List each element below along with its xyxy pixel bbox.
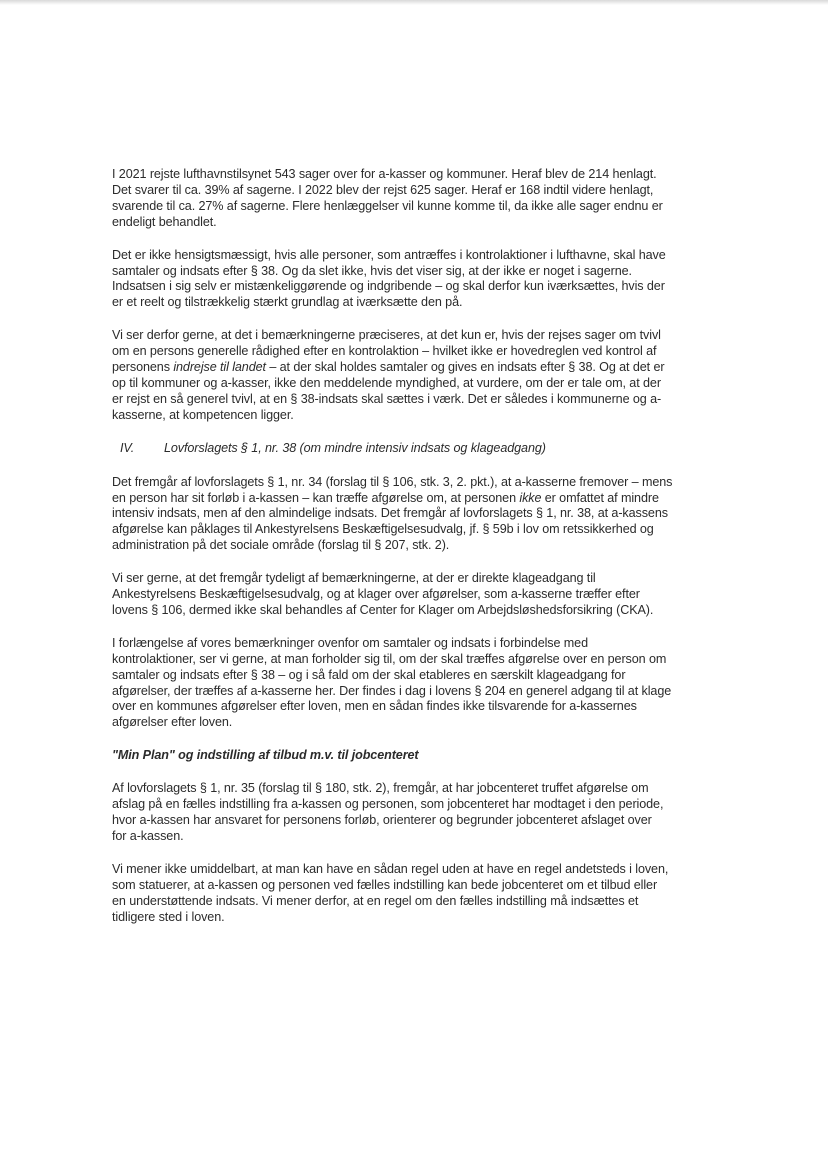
paragraph-joint-recommendation — [112, 781, 712, 845]
text-line: Indsatsen i sig selv er mistænkeliggørende og indgribende – og skal derfor kun iværksættes, hvis der — [112, 279, 665, 294]
text-line: kasserne, at kompetencen ligger. — [112, 407, 294, 422]
text-line: op til kommuner og a-kasser, ikke den meddelende myndighed, at vurdere, om der er tale om, at der — [112, 375, 661, 390]
text-fragment: personens — [112, 360, 174, 375]
text-line — [112, 360, 712, 376]
text-line: afgørelser, der træffes af a-kasserne her. Der findes i dag i lovens § 204 en generel adgang til at klage — [112, 683, 672, 698]
text-line: om en persons generelle rådighed efter en kontrolaktion – hvilket ikke er hovedreglen ved kontrol af — [112, 344, 657, 359]
text-fragment: en person har sit forløb i a-kassen – kan træffe afgørelse om, at personen — [112, 490, 520, 505]
text-line: lovens § 106, dermed ikke skal behandles af Center for Klager om Arbejdsløshedsforsikring (CKA). — [112, 602, 654, 617]
text-line: Det fremgår af lovforslagets § 1, nr. 34 (forslag til § 106, stk. 3, 2. pkt.), at a-kasserne fremover – mens — [112, 474, 673, 489]
text-line: tidligere sted i loven. — [112, 909, 225, 924]
text-line: svarende til ca. 27% af sagerne. Flere henlæggelser vil kunne komme til, da ikke alle sager endnu er — [112, 198, 663, 213]
text-line: Det er ikke hensigtsmæssigt, hvis alle personer, som antræffes i kontrolaktioner i lufthavne, skal have — [112, 247, 666, 262]
paragraph-not-appropriate — [112, 248, 712, 312]
text-fragment: – at der skal holdes samtaler og gives en indsats efter § 38. Og at det er — [265, 360, 665, 375]
text-line: hvor a-kassen har ansvaret for personens forløb, orienterer og begrunder jobcenteret afslaget over — [112, 813, 652, 827]
text-line: afgørelser efter loven. — [112, 715, 233, 730]
paragraph-direct-complaint-access — [112, 571, 712, 619]
text-line: samtaler og indsats efter § 38. Og da slet ikke, hvis det viser sig, at der ikke er noget i sagerne. — [112, 263, 632, 278]
text-line: Vi mener ikke umiddelbart, at man kan have en sådan regel uden at have en regel andetsteds i loven, — [112, 861, 669, 876]
scan-top-edge — [0, 0, 828, 5]
text-fragment: er omfattet af mindre — [541, 490, 659, 505]
text-line: Det svarer til ca. 39% af sagerne. I 2022 blev der rejst 625 sager. Heraf er 168 indtil videre henlagt, — [112, 182, 654, 197]
paragraph-rule-placement — [112, 862, 712, 926]
text-line: I 2021 rejste lufthavnstilsynet 543 sager over for a-kasser og kommuner. Heraf blev de 214 henlagt. — [112, 167, 657, 181]
text-line: afslag på en fælles indstilling fra a-kassen og personen, som jobcenteret har modtaget i den periode, — [112, 797, 664, 812]
text-line: intensiv indsats, men af den almindelige indsats. Det fremgår af lovforslagets § 1, nr. 38, at a-kassens — [112, 506, 668, 521]
section-title: Lovforslagets § 1, nr. 38 (om mindre intensiv indsats og klageadgang) — [164, 440, 546, 455]
text-line: Vi ser gerne, at det fremgår tydeligt af bemærkningerne, at der er direkte klageadgang til — [112, 571, 596, 586]
text-line: en understøttende indsats. Vi mener derfor, at en regel om den fælles indstilling må indsættes et — [112, 893, 639, 908]
emphasis-text: ikke — [519, 490, 542, 505]
text-line: Ankestyrelsens Beskæftigelsesudvalg, og at klager over afgørelser, som a-kasserne træffer efter — [112, 587, 640, 602]
text-line: administration på det sociale område (forslag til § 207, stk. 2). — [112, 538, 450, 553]
text-line: afgørelse kan påklages til Ankestyrelsens Beskæftigelsesudvalg, jf. § 59b i lov om retssikkerhed og — [112, 522, 654, 537]
text-line: endeligt behandlet. — [112, 214, 217, 229]
text-line: kontrolaktioner, ser vi gerne, at man forholder sig til, om der skal træffes afgørelse over en person om — [112, 651, 667, 666]
text-line: samtaler og indsats efter § 38 – og i så fald om der skal etableres en særskilt klageadgang for — [112, 667, 626, 682]
text-line: I forlængelse af vores bemærkninger ovenfor om samtaler og indsats i forbindelse med — [112, 635, 588, 650]
text-line: som statuerer, at a-kassen og personen ved fælles indstilling kan bede jobcenteret om et tilbud eller — [112, 877, 658, 892]
text-line: for a-kassen. — [112, 828, 184, 843]
paragraph-clarification-request — [112, 328, 712, 423]
paragraph-airport-statistics — [112, 167, 712, 231]
text-line: Vi ser derfor gerne, at det i bemærkningerne præciseres, at det kun er, hvis der rejses sager om tvivl — [112, 328, 661, 343]
document-page — [112, 167, 712, 942]
paragraph-less-intensive-effort — [112, 475, 712, 555]
emphasis-text: indrejse til landet — [173, 360, 266, 375]
text-line: Af lovforslagets § 1, nr. 35 (forslag til § 180, stk. 2), fremgår, at har jobcenteret truffet afgørelse om — [112, 781, 649, 796]
text-line — [112, 491, 712, 507]
text-line: er rejst en så generel tvivl, at en § 38-indsats skal sættes i værk. Det er således i kommunerne og a- — [112, 391, 662, 406]
text-line: er et reelt og tilstrækkelig stærkt grundlag at iværksætte den på. — [112, 295, 463, 310]
text-line: over en kommunes afgørelser efter loven, men en sådan findes ikke tilsvarende for a-kassernes — [112, 699, 637, 714]
section-heading-min-plan: "Min Plan" og indstilling af tilbud m.v. til jobcenteret — [112, 748, 419, 763]
section-heading-iv — [112, 441, 712, 457]
paragraph-control-actions-decisions — [112, 636, 712, 731]
section-number: IV. — [120, 440, 135, 455]
